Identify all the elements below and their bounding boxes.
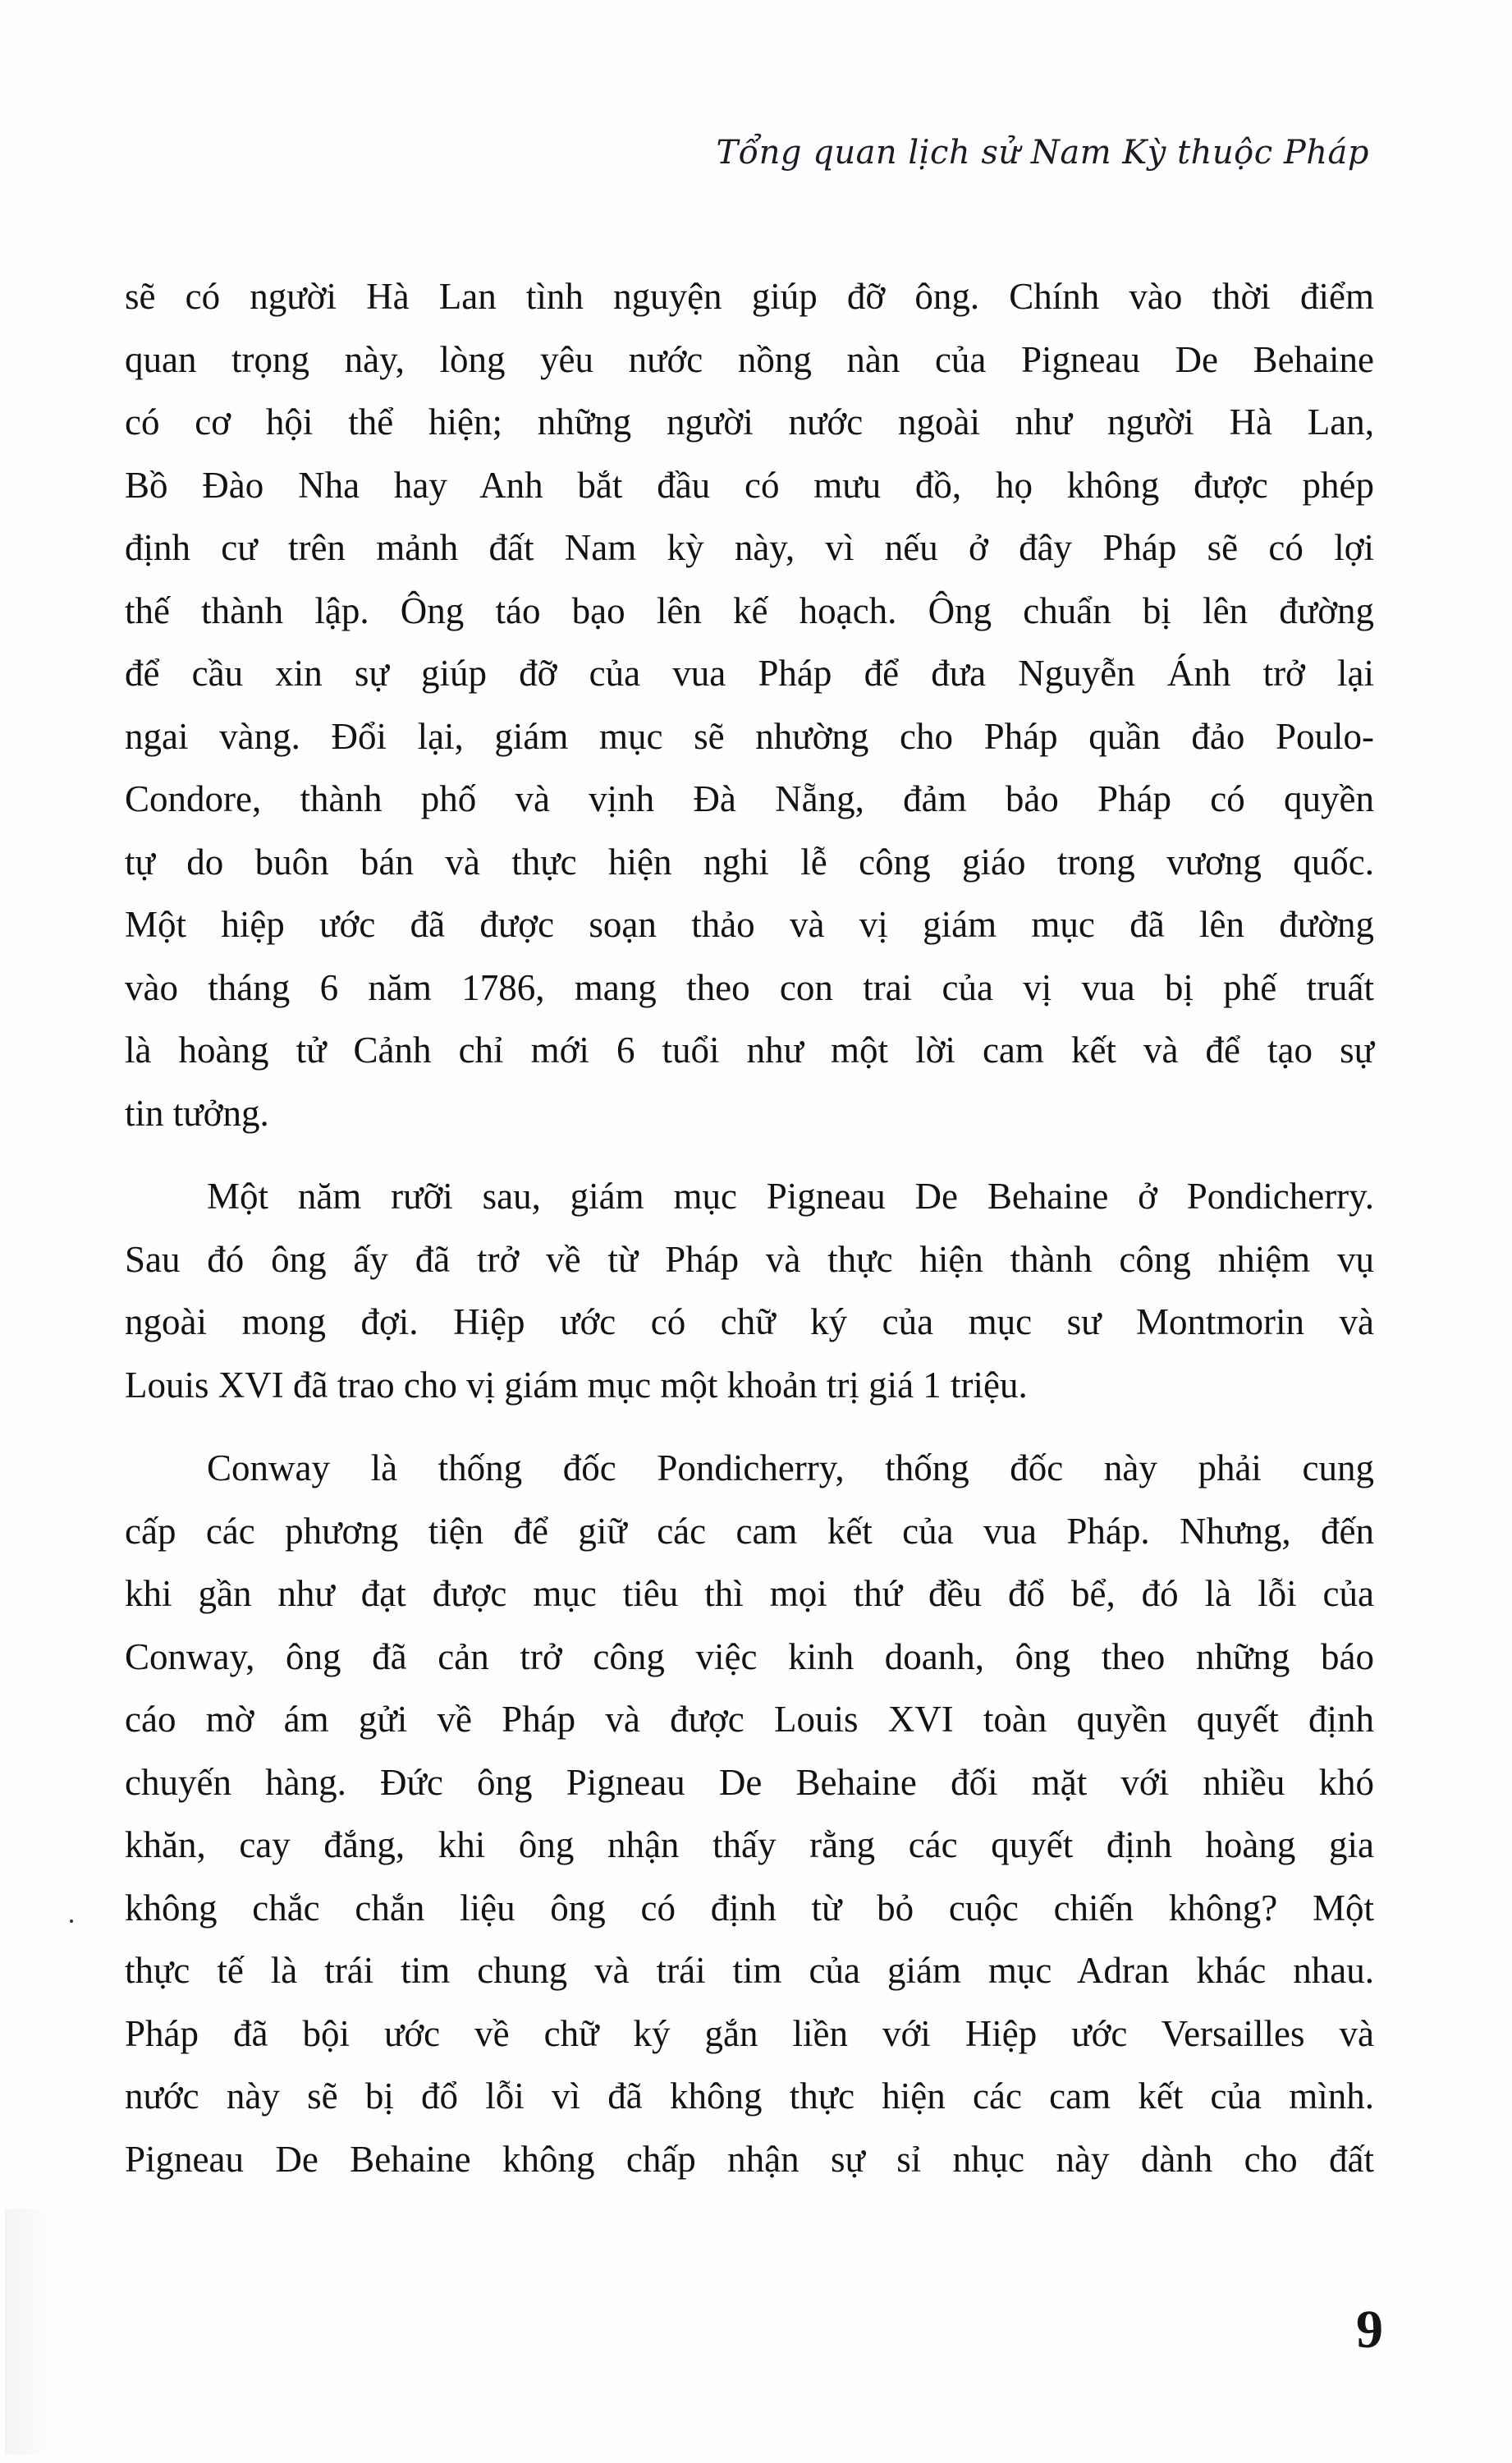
text-line — [125, 2002, 1374, 2066]
scan-edge-shadow — [5, 2208, 54, 2455]
text-line-content: Condore, thành phố và vịnh Đà Nẵng, đảm bảo Pháp có quyền — [125, 778, 1374, 819]
text-line-content: Một hiệp ước đã được soạn thảo và vị giám mục đã lên đường — [125, 904, 1374, 945]
text-line-content: thế thành lập. Ông táo bạo lên kế hoạch. Ông chuẩn bị lên đường — [125, 589, 1374, 631]
text-line — [125, 1688, 1374, 1751]
text-line — [125, 2128, 1374, 2191]
text-line-content: khăn, cay đắng, khi ông nhận thấy rằng các quyết định hoàng gia — [125, 1824, 1374, 1865]
scan-speck — [70, 1919, 73, 1923]
text-line — [125, 454, 1374, 517]
text-line-last — [125, 1354, 1374, 1417]
text-line — [125, 580, 1374, 643]
text-line — [125, 831, 1374, 894]
text-line-content: quan trọng này, lòng yêu nước nồng nàn của Pigneau De Behaine — [125, 338, 1374, 380]
text-line — [125, 1626, 1374, 1689]
text-line-content: thực tế là trái tim chung và trái tim của giám mục Adran khác nhau. — [125, 1950, 1374, 1991]
text-line-first — [125, 1165, 1374, 1228]
running-header-title: Tổng quan lịch sử Nam Kỳ thuộc Pháp — [716, 134, 1369, 172]
text-line — [125, 2065, 1374, 2128]
text-line — [125, 1814, 1374, 1877]
paragraph-3 — [125, 1437, 1374, 2190]
text-line-content: tự do buôn bán và thực hiện nghi lễ công giáo trong vương quốc. — [125, 841, 1374, 883]
text-line-content: ngoài mong đợi. Hiệp ước có chữ ký của mục sư Montmorin và — [125, 1301, 1374, 1342]
text-line-first — [125, 1437, 1374, 1500]
text-line-content: Conway, ông đã cản trở công việc kinh doanh, ông theo những báo — [125, 1635, 1374, 1677]
text-line-content: Conway là thống đốc Pondicherry, thống đốc này phải cung — [207, 1447, 1374, 1488]
text-line-content: Một năm rưỡi sau, giám mục Pigneau De Behaine ở Pondicherry. — [207, 1176, 1374, 1217]
text-line-content: cấp các phương tiện để giữ các cam kết của vua Pháp. Nhưng, đến — [125, 1510, 1374, 1552]
text-line — [125, 1877, 1374, 1940]
text-line-content: ngai vàng. Đổi lại, giám mục sẽ nhường cho Pháp quần đảo Poulo- — [125, 715, 1374, 757]
text-line-content: định cư trên mảnh đất Nam kỳ này, vì nếu ở đây Pháp sẽ có lợi — [125, 527, 1374, 568]
text-line — [125, 956, 1374, 1020]
text-line — [125, 705, 1374, 768]
text-line-content: Bồ Đào Nha hay Anh bắt đầu có mưu đồ, họ không được phép — [125, 464, 1374, 506]
paragraph-1 — [125, 265, 1374, 1144]
text-line-content: vào tháng 6 năm 1786, mang theo con trai của vị vua bị phế truất — [125, 966, 1374, 1008]
text-line-content: khi gần như đạt được mục tiêu thì mọi thứ đều đổ bể, đó là lỗi của — [125, 1573, 1374, 1614]
text-line — [125, 893, 1374, 956]
text-line-content: Louis XVI đã trao cho vị giám mục một khoản trị giá 1 triệu. — [125, 1364, 1028, 1406]
text-line-content: sẽ có người Hà Lan tình nguyện giúp đỡ ông. Chính vào thời điểm — [125, 276, 1374, 317]
text-line — [125, 265, 1374, 328]
text-line-content: không chắc chắn liệu ông có định từ bỏ cuộc chiến không? Một — [125, 1887, 1374, 1929]
text-line — [125, 1228, 1374, 1291]
text-line — [125, 1751, 1374, 1814]
text-line — [125, 1019, 1374, 1082]
text-line — [125, 1500, 1374, 1563]
body-text — [125, 265, 1374, 2190]
page-number: 9 — [1356, 2300, 1383, 2360]
text-line — [125, 768, 1374, 831]
text-line-content: nước này sẽ bị đổ lỗi vì đã không thực hiện các cam kết của mình. — [125, 2075, 1374, 2117]
text-line-content: chuyến hàng. Đức ông Pigneau De Behaine đối mặt với nhiều khó — [125, 1761, 1374, 1803]
text-line-content: có cơ hội thể hiện; những người nước ngoài như người Hà Lan, — [125, 401, 1374, 443]
paragraph-2 — [125, 1165, 1374, 1416]
text-line-content: cáo mờ ám gửi về Pháp và được Louis XVI toàn quyền quyết định — [125, 1699, 1374, 1740]
text-line — [125, 642, 1374, 705]
text-line — [125, 328, 1374, 392]
text-line — [125, 1562, 1374, 1626]
text-line-content: Pigneau De Behaine không chấp nhận sự sỉ nhục này dành cho đất — [125, 2138, 1374, 2180]
text-line-content: là hoàng tử Cảnh chỉ mới 6 tuổi như một lời cam kết và để tạo sự — [125, 1030, 1374, 1071]
text-line-content: để cầu xin sự giúp đỡ của vua Pháp để đưa Nguyễn Ánh trở lại — [125, 653, 1374, 694]
text-line-content: tin tưởng. — [125, 1092, 269, 1134]
text-line-content: Sau đó ông ấy đã trở về từ Pháp và thực hiện thành công nhiệm vụ — [125, 1238, 1374, 1280]
text-line — [125, 1939, 1374, 2002]
text-line — [125, 1291, 1374, 1354]
text-line-content: Pháp đã bội ước về chữ ký gắn liền với Hiệp ước Versailles và — [125, 2012, 1374, 2054]
text-line — [125, 516, 1374, 580]
text-line-last — [125, 1082, 1374, 1145]
text-line — [125, 391, 1374, 454]
